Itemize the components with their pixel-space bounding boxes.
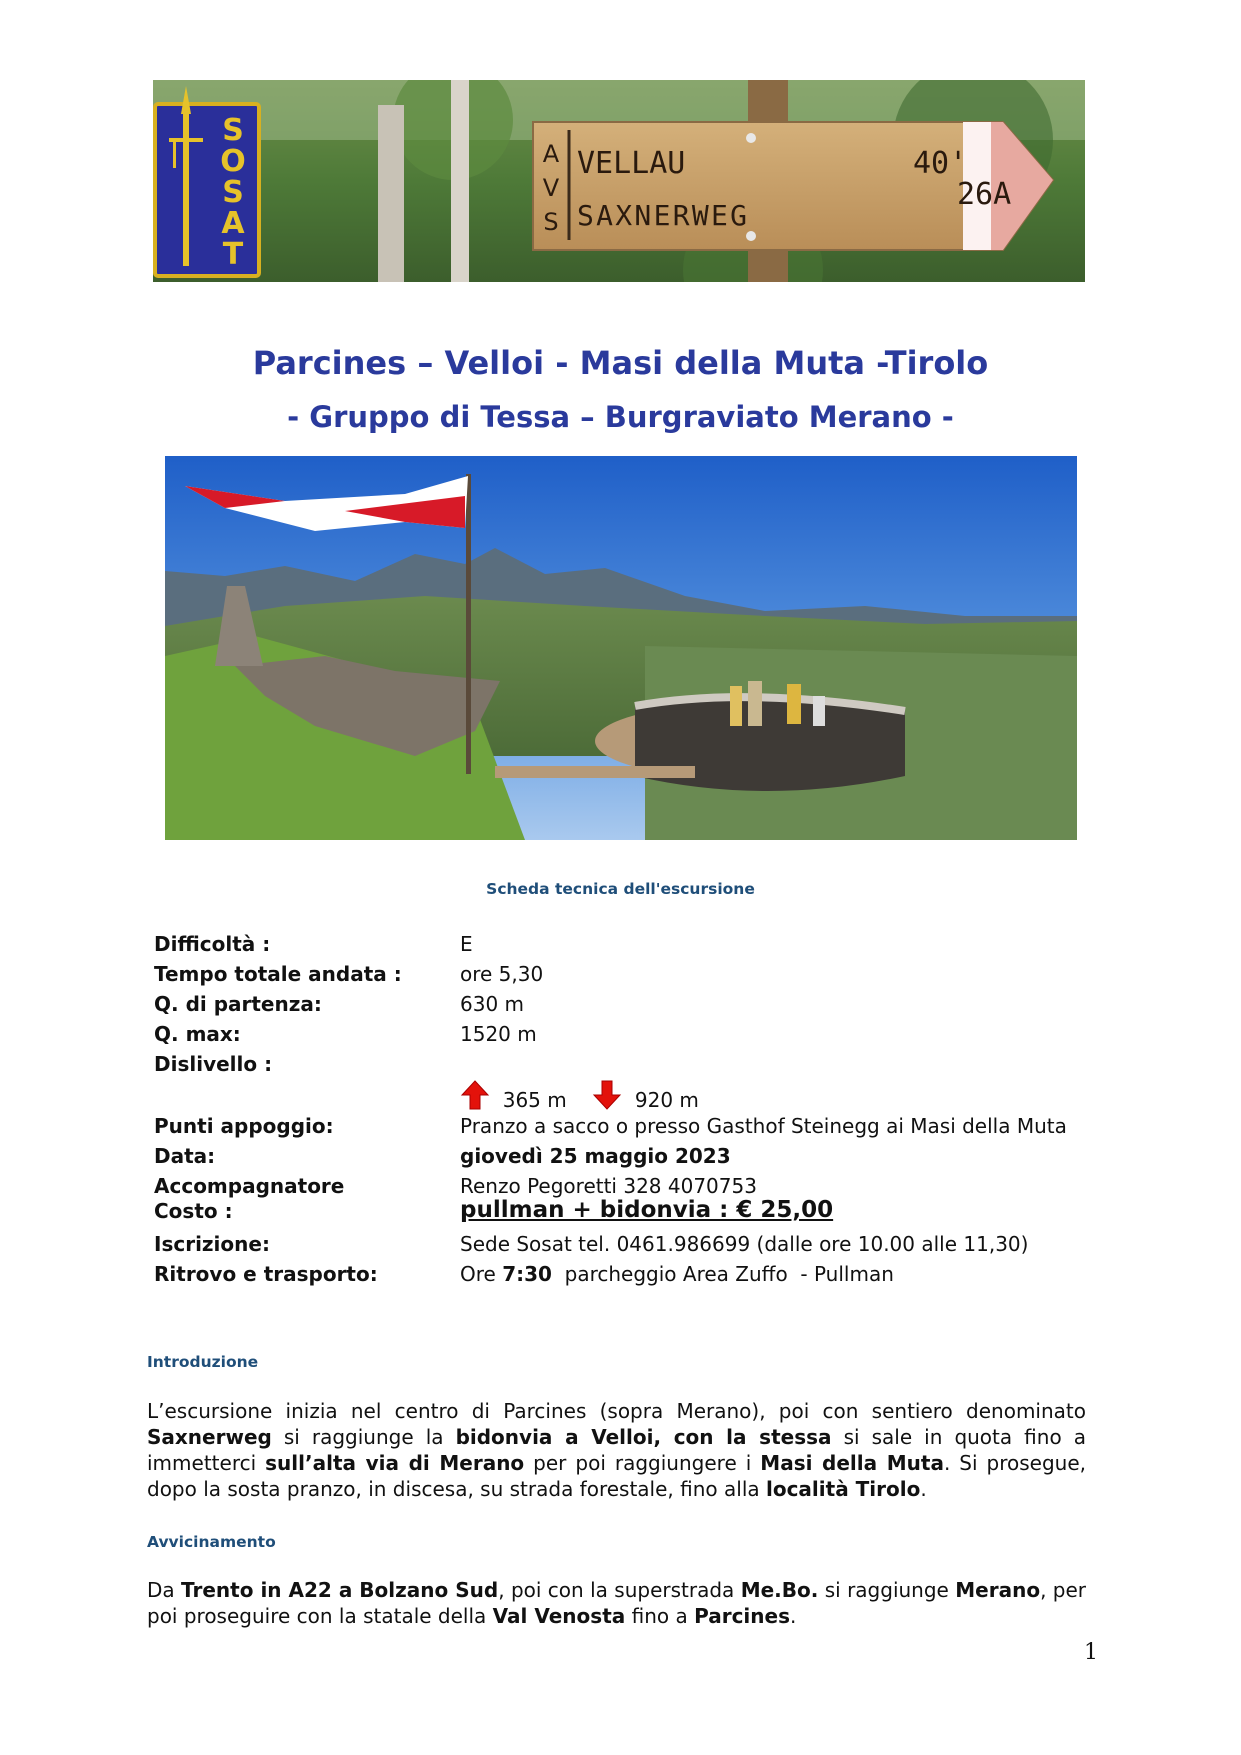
tempo-value: ore 5,30 [460,962,544,986]
text-run: . [790,1604,797,1628]
text-run: Da [147,1578,182,1602]
difficolta-label: Difficoltà : [154,932,271,956]
quota-max-value: 1520 m [460,1022,537,1046]
logo-letter: S [222,113,244,148]
landscape-photo [165,456,1077,840]
photo-picture [165,456,1077,840]
partenza-value: 630 m [460,992,525,1016]
ritrovo-time: 7:30 [502,1262,552,1286]
banner-picture [153,80,1085,282]
dislivello-up-value: 365 m [502,1088,567,1112]
ritrovo-value [460,1262,894,1286]
table-row [154,1114,1114,1144]
avvicinamento-paragraph [147,1577,1086,1629]
intro-paragraph [147,1398,1086,1502]
technical-table [154,932,1114,1292]
text-run-bold: Saxnerweg [147,1425,272,1449]
dislivello-value [460,1080,699,1112]
quota-max-label: Q. max: [154,1022,241,1046]
table-row [154,1262,1114,1292]
difficolta-value: E [460,932,473,956]
intro-heading: Introduzione [147,1353,259,1371]
text-run: si sale in quota fino a immetterci [147,1425,1086,1475]
ritrovo-post: parcheggio Area Zuffo - Pullman [551,1262,894,1286]
text-run-bold: Parcines [694,1604,790,1628]
sign-line-vellau: VELLAU [577,146,686,181]
accompagnatore-value: Renzo Pegoretti 328 4070753 [460,1174,757,1198]
text-run-bold: bidonvia a Velloi, con la stessa [455,1425,832,1449]
text-run: , poi con la superstrada [498,1578,741,1602]
table-row [154,1232,1114,1262]
ritrovo-pre: Ore [460,1262,503,1286]
text-run-bold: Merano [955,1578,1041,1602]
text-run-bold: località Tirolo [765,1477,921,1501]
costo-value: pullman + bidonvia : € 25,00 [460,1197,834,1223]
page-subtitle: - Gruppo di Tessa – Burgraviato Merano - [287,400,954,434]
iscrizione-label: Iscrizione: [154,1232,270,1256]
sign-line-saxnerweg: SAXNERWEG [577,199,747,232]
tempo-label: Tempo totale andata : [154,962,402,986]
table-row [154,992,1114,1022]
page-title: Parcines – Velloi - Masi della Muta -Tirolo [252,344,989,382]
text-run: . [920,1477,927,1501]
dislivello-label: Dislivello : [154,1052,273,1076]
text-run: L’escursione inizia nel centro di Parcines (sopra Merano), poi con sentiero denominato [147,1399,1086,1423]
table-row [154,962,1114,992]
logo-letter: S [222,175,244,210]
avvicinamento-heading: Avvicinamento [147,1533,276,1551]
avs-letter-s: S [543,208,559,236]
text-run-bold: Masi della Muta [760,1451,944,1475]
punti-label: Punti appoggio: [154,1114,334,1138]
avs-letter-v: V [542,174,560,202]
page-number: 1 [1084,1640,1098,1665]
text-run-bold: sull’alta via di Merano [265,1451,525,1475]
logo-letter: O [220,144,246,179]
avs-letter-a: A [542,140,560,168]
data-value: giovedì 25 maggio 2023 [460,1144,731,1168]
ritrovo-label: Ritrovo e trasporto: [154,1262,378,1286]
text-run: per poi raggiungere i [524,1451,761,1475]
data-label: Data: [154,1144,216,1168]
text-run-bold: Val Venosta [492,1604,626,1628]
text-run-bold: Trento in A22 a Bolzano Sud [181,1578,499,1602]
table-row [154,1144,1114,1174]
table-row [154,1174,1114,1199]
scheda-heading: Scheda tecnica dell'escursione [486,880,755,898]
table-row [154,1052,1114,1114]
text-run: . Si prosegue, dopo la sosta pranzo, in discesa, su strada forestale, fino alla [147,1451,1087,1501]
text-run: si raggiunge [818,1578,956,1602]
text-run: fino a [625,1604,695,1628]
table-row [154,1022,1114,1052]
sign-time: 40' [913,146,968,181]
accompagnatore-label: Accompagnatore [154,1174,345,1198]
logo-letter: A [221,206,245,241]
text-run: , per poi proseguire con la statale della [147,1578,1087,1628]
punti-value: Pranzo a sacco o presso Gasthof Steinegg ai Masi della Muta [460,1114,1067,1138]
dislivello-down-value: 920 m [634,1088,699,1112]
header-banner [153,80,1085,282]
iscrizione-value: Sede Sosat tel. 0461.986699 (dalle ore 10.00 alle 11,30) [460,1232,1029,1256]
arrow-down-icon [592,1080,622,1110]
trail-sign [533,122,1053,250]
text-run: si raggiunge la [271,1425,456,1449]
arrow-up-icon [460,1080,490,1110]
sign-trail-number: 26A [957,177,1012,212]
table-row [154,1199,1114,1232]
text-run-bold: Me.Bo. [740,1578,819,1602]
partenza-label: Q. di partenza: [154,992,322,1016]
table-row [154,932,1114,962]
sosat-logo [155,86,259,276]
logo-letter: T [222,237,244,272]
costo-label: Costo : [154,1199,233,1223]
